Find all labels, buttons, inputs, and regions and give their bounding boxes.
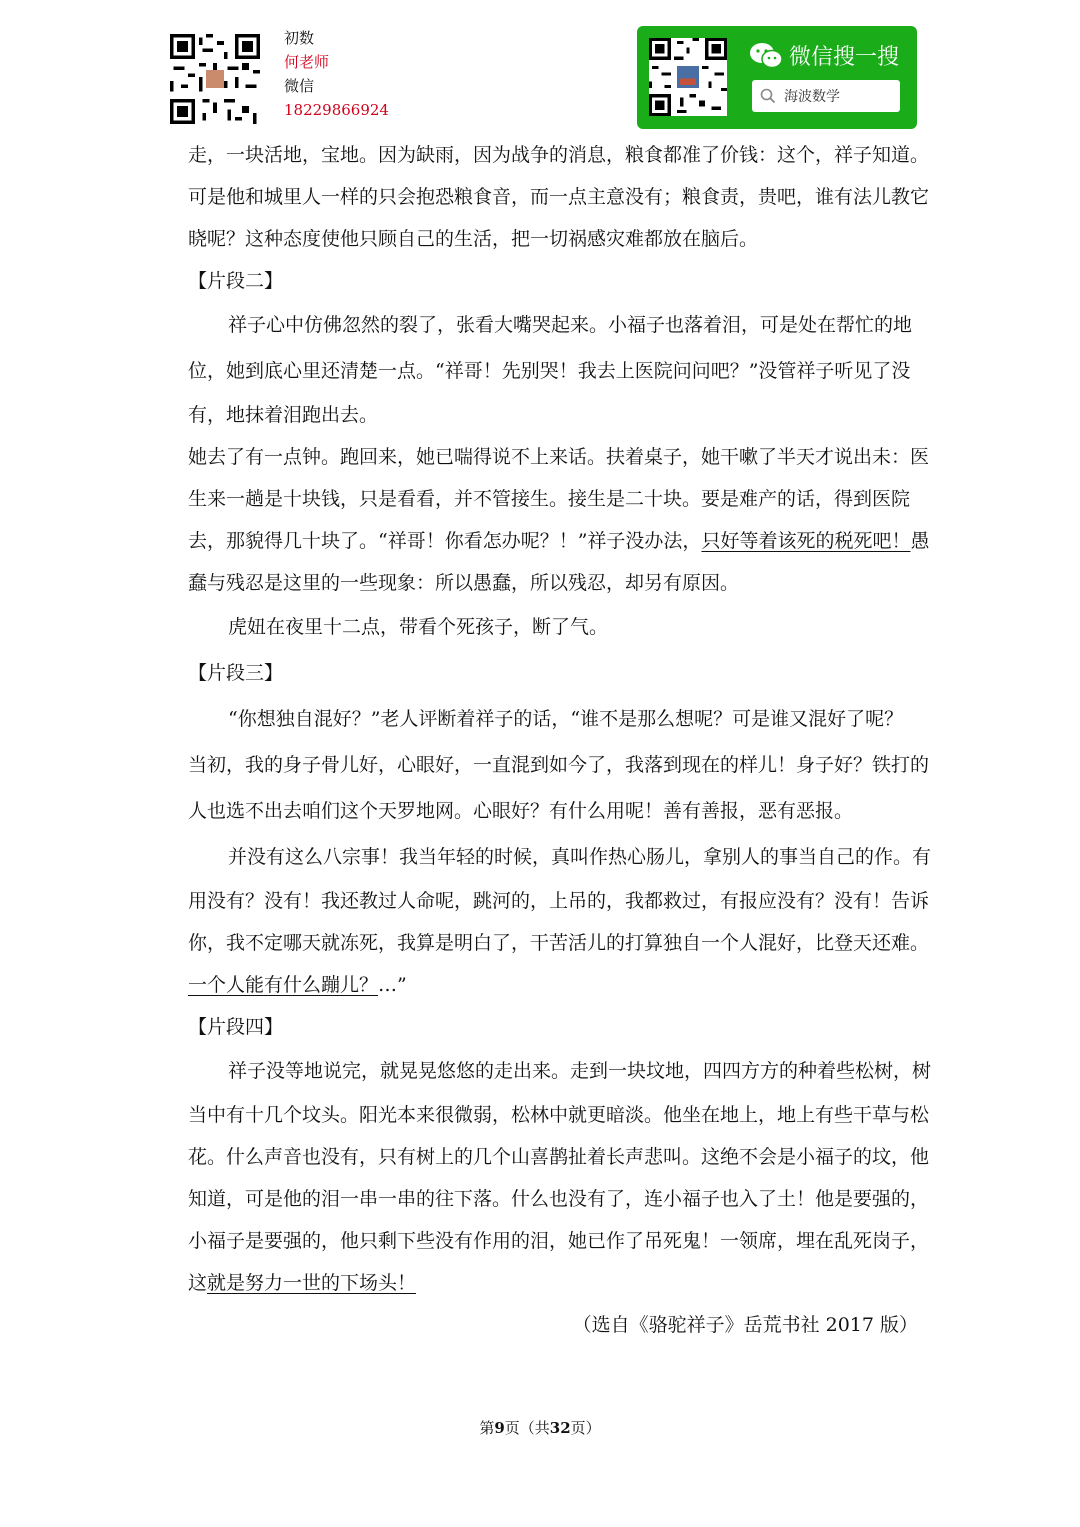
text-span: 愚: [910, 530, 930, 552]
contact-phone: 18229866924: [284, 101, 389, 119]
wechat-title-text: 微信搜一搜: [789, 45, 900, 70]
text-line: 虎妞在夜里十二点，带看个死孩子，断了气。: [228, 616, 609, 638]
section-heading-4: 【片段四】: [188, 1016, 284, 1038]
contact-info: [284, 26, 389, 122]
text-line-mixed: [188, 520, 930, 562]
section-heading-3: 【片段三】: [188, 662, 284, 684]
wechat-search-card: [637, 26, 917, 129]
text-line: 当中有十几个坟头。阳光本来很微弱，松林中就更暗淡。他坐在地上，地上有些干草与松: [188, 1104, 930, 1126]
qr-code-wechat: [649, 38, 727, 116]
underlined-quote: 只好等着该死的税死吧！: [701, 530, 911, 552]
page-footer: [0, 1417, 1080, 1438]
page-prefix: 第: [479, 1419, 495, 1437]
qr-code-contact: [170, 34, 260, 124]
text-line: 祥子没等地说完，就晃晃悠悠的走出来。走到一块坟地，四四方方的种着些松树，树: [228, 1060, 932, 1082]
text-line: 并没有这么八宗事！我当年轻的时候，真叫作热心肠儿，拿别人的事当自己的作。有: [228, 846, 932, 868]
text-line: 用没有？没有！我还教过人命呢，跳河的，上吊的，我都救过，有报应没有？没有！告诉: [188, 890, 930, 912]
page-mid: 页（共: [504, 1419, 550, 1437]
text-line: 蠢与残忍是这里的一些现象：所以愚蠢，所以残忍，却另有原因。: [188, 572, 740, 594]
text-line: 有，地抹着泪跑出去。: [188, 404, 379, 426]
text-span: …”: [378, 974, 407, 996]
text-line: 走，一块活地，宝地。因为缺雨，因为战争的消息，粮食都准了价钱：这个，祥子知道。: [188, 144, 930, 166]
wechat-search-box[interactable]: [752, 80, 900, 112]
article-body: [188, 134, 932, 1346]
text-line: 人也选不出去咱们这个天罗地网。心眼好？有什么用呢！善有善报，恶有恶报。: [188, 800, 854, 822]
section-heading-2: 【片段二】: [188, 270, 284, 292]
page-total: 32: [549, 1419, 571, 1437]
text-line-mixed: [188, 964, 918, 1006]
wechat-title: [749, 40, 899, 71]
text-line: “你想独自混好？”老人评断着祥子的话，“谁不是那么想呢？可是谁又混好了呢？: [228, 708, 904, 730]
text-line: 她去了有一点钟。跑回来，她已喘得说不上来话。扶着桌子，她干嗽了半天才说出未：医: [188, 446, 930, 468]
underlined-quote: 一个人能有什么蹦儿？: [188, 974, 379, 996]
underlined-quote: 就是努力一世的下场头！: [207, 1272, 417, 1294]
text-line: 祥子心中仿佛忽然的裂了，张看大嘴哭起来。小福子也落着泪，可是处在帮忙的地: [228, 314, 913, 336]
page-number: 9: [494, 1419, 505, 1437]
text-span: 去，那貌得几十块了。“祥哥！你看怎办呢？！”祥子没办法，: [188, 530, 702, 552]
text-line: 知道，可是他的泪一串一串的往下落。什么也没有了，连小福子也入了土！他是要强的，: [188, 1188, 930, 1210]
contact-subject: 初数: [284, 29, 315, 47]
contact-wechat-label: 微信: [284, 77, 315, 95]
wechat-search-text: 海波数学: [784, 89, 840, 105]
wechat-logo-icon: [749, 42, 783, 70]
text-line: 当初，我的身子骨儿好，心眼好，一直混到如今了，我落到现在的样儿！身子好？铁打的: [188, 754, 930, 776]
text-line-mixed: [188, 1262, 918, 1304]
source-citation: （选自《骆驼祥子》岳荒书社 2017 版）: [572, 1314, 918, 1336]
search-icon: [760, 88, 776, 104]
text-line: 晓呢？这种态度使他只顾自己的生活，把一切祸感灾难都放在脑后。: [188, 228, 759, 250]
page-suffix: 页）: [570, 1419, 601, 1437]
text-line: 小福子是要强的，他只剩下些没有作用的泪，她已作了吊死鬼！一领席，埋在乱死岗子，: [188, 1230, 930, 1252]
text-line: 可是他和城里人一样的只会抱恐粮食音，而一点主意没有；粮食责，贵吧，谁有法儿教它: [188, 186, 930, 208]
contact-teacher: 何老师: [284, 53, 330, 71]
text-line: 生来一趟是十块钱，只是看看，并不管接生。接生是二十块。要是难产的话，得到医院: [188, 488, 911, 510]
text-line: 你，我不定哪天就冻死，我算是明白了，干苦活儿的打算独自一个人混好，比登天还难。: [188, 932, 930, 954]
text-line: 花。什么声音也没有，只有树上的几个山喜鹊扯着长声悲叫。这绝不会是小福子的坟，他: [188, 1146, 930, 1168]
text-span: 这: [188, 1272, 208, 1294]
text-line: 位，她到底心里还清楚一点。“祥哥！先别哭！我去上医院问问吧？”没管祥子听见了没: [188, 360, 911, 382]
